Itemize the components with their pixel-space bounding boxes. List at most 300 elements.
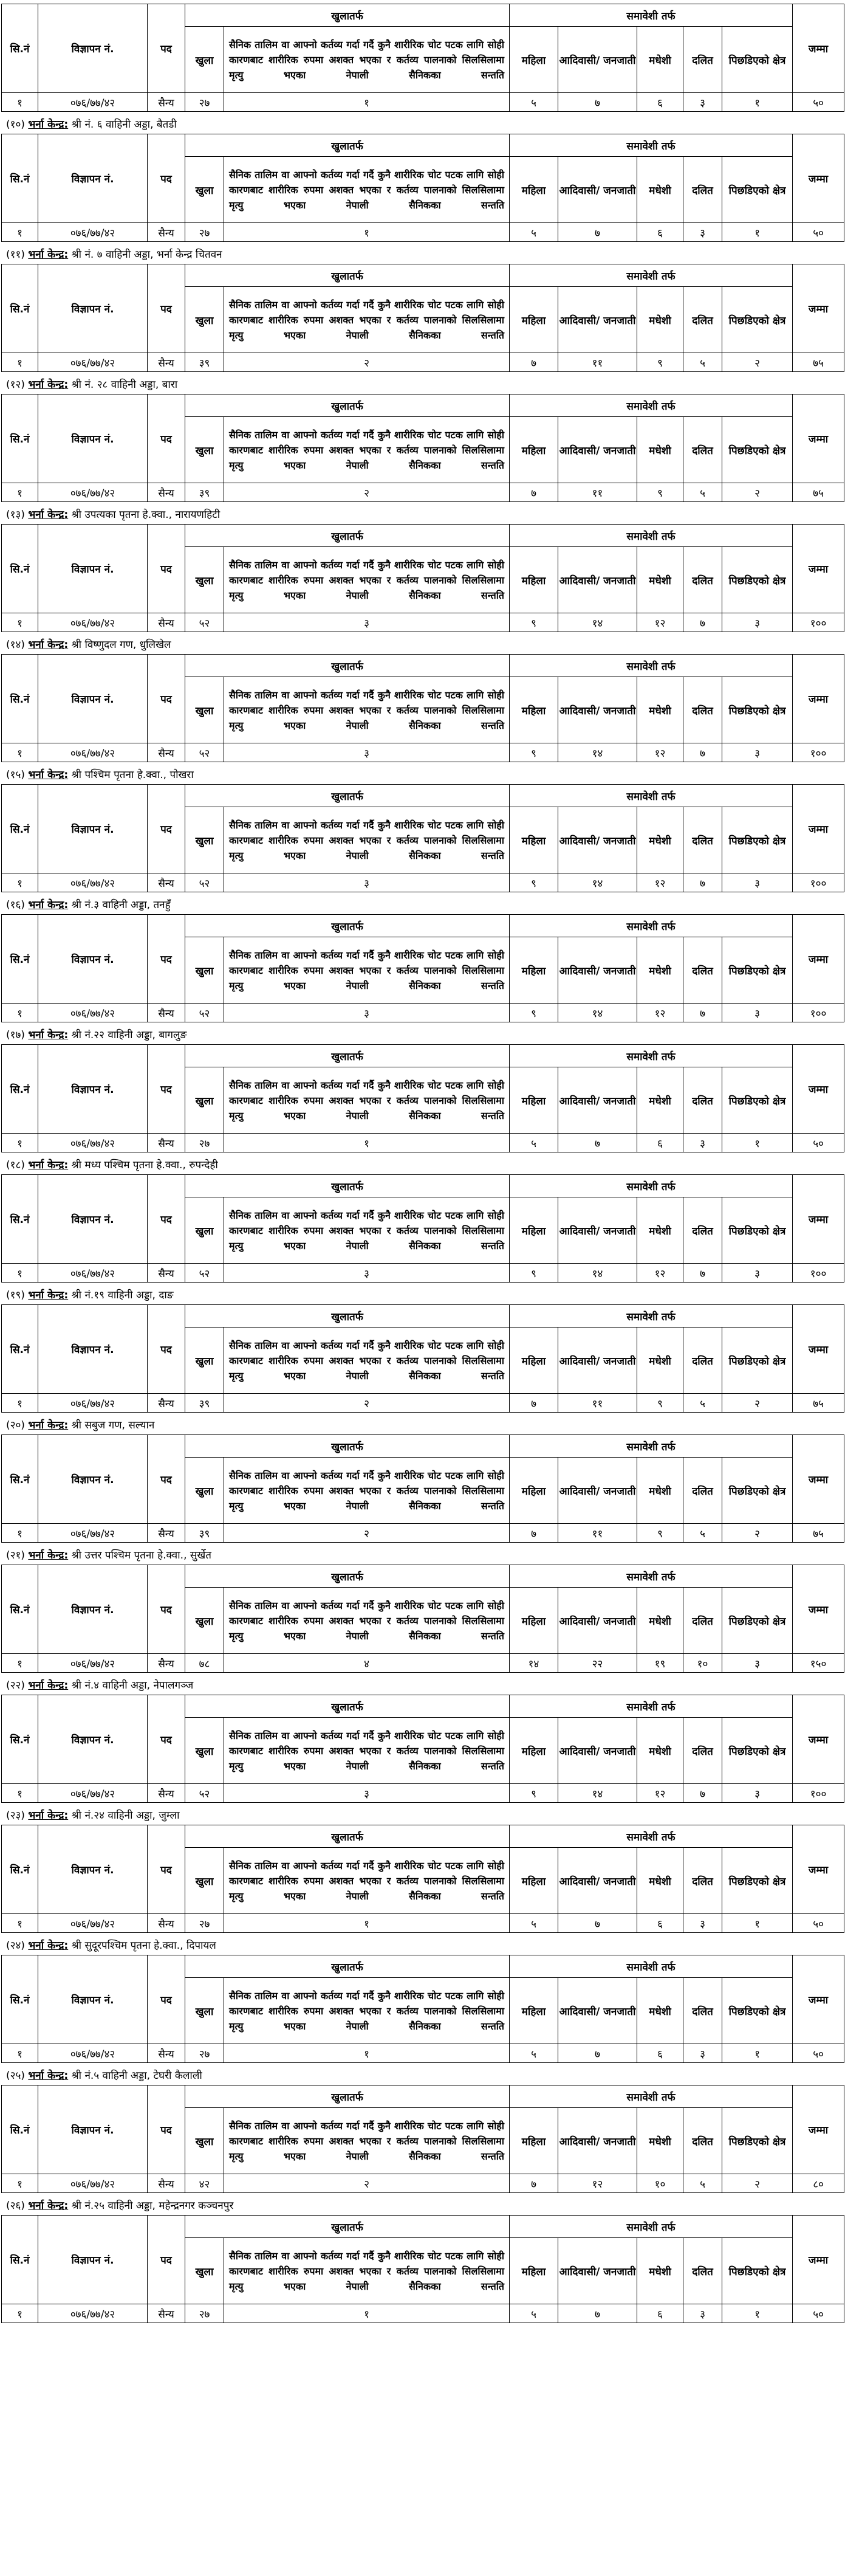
cell-women: ७ <box>510 2174 558 2193</box>
col-backward: पिछडिएको क्षेत्र <box>722 1848 793 1914</box>
cell-backward: २ <box>722 2174 793 2193</box>
cell-ad-no: ०७६/७७/४२ <box>38 1914 148 1933</box>
cell-total: १०० <box>793 1784 844 1803</box>
col-post: पद <box>148 134 185 223</box>
col-inclusive-group: समावेशी तर्फ <box>510 655 793 677</box>
cell-ad-no: ०७६/७७/४२ <box>38 2174 148 2193</box>
cell-ad-no: ०७६/७७/४२ <box>38 1264 148 1283</box>
col-sn: सि.नं <box>2 655 38 743</box>
cell-open: ५२ <box>185 1004 224 1022</box>
recruitment-center-block <box>0 1416 845 1546</box>
col-open-group: खुलातर्फ <box>185 2085 510 2108</box>
col-open-group: खुलातर्फ <box>185 1565 510 1588</box>
cell-backward: २ <box>722 353 793 372</box>
cell-dalit: ७ <box>683 1004 722 1022</box>
cell-women: ७ <box>510 483 558 502</box>
cell-backward: ३ <box>722 1264 793 1283</box>
col-backward: पिछडिएको क्षेत्र <box>722 2108 793 2174</box>
heading-place: श्री नं.५ वाहिनी अड्डा, टेघरी कैलाली <box>71 2070 202 2082</box>
quota-table <box>1 1565 844 1673</box>
col-adivasi: आदिवासी/ जनजाती <box>558 2108 637 2174</box>
col-open: खुला <box>185 1458 224 1524</box>
header-row <box>2 1825 844 1848</box>
cell-adivasi: ७ <box>558 223 637 242</box>
col-open: खुला <box>185 417 224 483</box>
header-row <box>2 915 844 937</box>
header-row <box>2 1435 844 1458</box>
cell-ad-no: ०७६/७७/४२ <box>38 873 148 892</box>
recruitment-center-block <box>0 1937 845 2067</box>
recruitment-center-block <box>0 115 845 246</box>
recruitment-center-block <box>0 4 845 115</box>
quota-table <box>1 2085 844 2193</box>
col-total: जम्मा <box>793 1435 844 1524</box>
col-adivasi: आदिवासी/ जनजाती <box>558 1978 637 2044</box>
cell-backward: ३ <box>722 873 793 892</box>
cell-madhesi: १२ <box>637 1004 683 1022</box>
heading-number: (१९) <box>6 1289 25 1301</box>
cell-adivasi: १४ <box>558 1264 637 1283</box>
col-ad-no: विज्ञापन नं. <box>38 915 148 1004</box>
cell-women: ५ <box>510 2304 558 2323</box>
cell-women: ५ <box>510 93 558 112</box>
cell-adivasi: ११ <box>558 353 637 372</box>
cell-martyr: १ <box>224 1134 510 1152</box>
cell-ad-no: ०७६/७७/४२ <box>38 743 148 762</box>
cell-martyr: ३ <box>224 873 510 892</box>
col-sn: सि.नं <box>2 1175 38 1264</box>
cell-madhesi: ९ <box>637 353 683 372</box>
col-madhesi: मधेशी <box>637 1197 683 1264</box>
col-inclusive-group: समावेशी तर्फ <box>510 2085 793 2108</box>
cell-sn: १ <box>2 1784 38 1803</box>
col-martyr-desc: सैनिक तालिम वा आफ्नो कर्तव्य गर्दा गर्दै कुनै शारीरिक चोट पटक लागि सोही कारणबाट शारीरिक रुपमा अशक्त भएका र कर्तव्य पालनाको सिलसिलामा मृत्यु भएका नेपाली सैनिकका सन्तति <box>224 1458 510 1524</box>
heading-number: (१५) <box>6 769 25 781</box>
quota-table <box>1 394 844 502</box>
col-martyr-desc: सैनिक तालिम वा आफ्नो कर्तव्य गर्दा गर्दै कुनै शारीरिक चोट पटक लागि सोही कारणबाट शारीरिक रुपमा अशक्त भएका र कर्तव्य पालनाको सिलसिलामा मृत्यु भएका नेपाली सैनिकका सन्तति <box>224 1718 510 1784</box>
cell-post: सैन्य <box>148 353 185 372</box>
col-women: महिला <box>510 157 558 223</box>
col-open-group: खुलातर्फ <box>185 1175 510 1197</box>
col-open-group: खुलातर्फ <box>185 1435 510 1458</box>
cell-adivasi: १२ <box>558 2174 637 2193</box>
heading-key: भर्ना केन्द्र: <box>28 249 69 261</box>
col-post: पद <box>148 2085 185 2174</box>
cell-madhesi: १२ <box>637 613 683 632</box>
col-backward: पिछडिएको क्षेत्र <box>722 1588 793 1654</box>
cell-ad-no: ०७६/७७/४२ <box>38 2044 148 2063</box>
col-martyr-desc: सैनिक तालिम वा आफ्नो कर्तव्य गर्दा गर्दै कुनै शारीरिक चोट पटक लागि सोही कारणबाट शारीरिक रुपमा अशक्त भएका र कर्तव्य पालनाको सिलसिलामा मृत्यु भएका नेपाली सैनिकका सन्तति <box>224 547 510 613</box>
col-madhesi: मधेशी <box>637 2108 683 2174</box>
heading-place: श्री नं. ६ वाहिनी अड्डा, बैतडी <box>71 119 177 131</box>
cell-post: सैन्य <box>148 1524 185 1543</box>
recruitment-center-heading <box>0 1546 845 1565</box>
col-inclusive-group: समावेशी तर्फ <box>510 1565 793 1588</box>
heading-key: भर्ना केन्द्र: <box>28 1940 69 1952</box>
col-women: महिला <box>510 1848 558 1914</box>
cell-martyr: ३ <box>224 1784 510 1803</box>
col-open-group: खुलातर्फ <box>185 525 510 547</box>
cell-open: २७ <box>185 223 224 242</box>
col-total: जम्मा <box>793 2085 844 2174</box>
cell-open: २७ <box>185 2304 224 2323</box>
cell-madhesi: १२ <box>637 743 683 762</box>
heading-number: (१०) <box>6 119 25 131</box>
col-open: खुला <box>185 1588 224 1654</box>
col-dalit: दलित <box>683 547 722 613</box>
col-open-group: खुलातर्फ <box>185 785 510 807</box>
cell-sn: १ <box>2 223 38 242</box>
col-adivasi: आदिवासी/ जनजाती <box>558 1458 637 1524</box>
cell-total: १०० <box>793 873 844 892</box>
cell-martyr: २ <box>224 1394 510 1413</box>
col-open: खुला <box>185 1197 224 1264</box>
heading-key: भर्ना केन्द्र: <box>28 1289 69 1301</box>
col-post: पद <box>148 1045 185 1134</box>
col-open: खुला <box>185 807 224 873</box>
heading-number: (१८) <box>6 1159 25 1171</box>
table-row <box>2 1654 844 1673</box>
recruitment-center-block <box>0 506 845 636</box>
cell-open: ३९ <box>185 353 224 372</box>
cell-post: सैन्य <box>148 2304 185 2323</box>
cell-martyr: ३ <box>224 1264 510 1283</box>
col-dalit: दलित <box>683 417 722 483</box>
cell-total: ७५ <box>793 1524 844 1543</box>
col-ad-no: विज्ञापन नं. <box>38 1825 148 1914</box>
cell-dalit: १० <box>683 1654 722 1673</box>
heading-place: श्री सबुज गण, सल्यान <box>71 1419 155 1431</box>
recruitment-center-block <box>0 2197 845 2327</box>
cell-sn: १ <box>2 483 38 502</box>
cell-adivasi: ७ <box>558 2044 637 2063</box>
cell-adivasi: १४ <box>558 1004 637 1022</box>
cell-backward: १ <box>722 1914 793 1933</box>
header-row <box>2 1175 844 1197</box>
heading-key: भर्ना केन्द्र: <box>28 379 69 391</box>
col-total: जम्मा <box>793 394 844 483</box>
heading-number: (१३) <box>6 509 25 521</box>
col-madhesi: मधेशी <box>637 287 683 353</box>
col-backward: पिछडिएको क्षेत्र <box>722 287 793 353</box>
cell-open: २७ <box>185 1134 224 1152</box>
heading-number: (१७) <box>6 1029 25 1041</box>
cell-open: २७ <box>185 1914 224 1933</box>
table-row <box>2 1134 844 1152</box>
cell-dalit: ७ <box>683 1264 722 1283</box>
col-inclusive-group: समावेशी तर्फ <box>510 525 793 547</box>
col-dalit: दलित <box>683 677 722 743</box>
cell-open: ३९ <box>185 1524 224 1543</box>
cell-adivasi: ७ <box>558 1134 637 1152</box>
cell-open: २७ <box>185 2044 224 2063</box>
col-dalit: दलित <box>683 1328 722 1394</box>
cell-women: ९ <box>510 1784 558 1803</box>
header-row <box>2 264 844 287</box>
recruitment-center-block <box>0 1546 845 1676</box>
col-adivasi: आदिवासी/ जनजाती <box>558 1718 637 1784</box>
col-post: पद <box>148 1825 185 1914</box>
col-sn: सि.नं <box>2 134 38 223</box>
col-adivasi: आदिवासी/ जनजाती <box>558 1328 637 1394</box>
col-adivasi: आदिवासी/ जनजाती <box>558 1197 637 1264</box>
table-row <box>2 353 844 372</box>
quota-table <box>1 914 844 1022</box>
col-open: खुला <box>185 1978 224 2044</box>
cell-martyr: ३ <box>224 743 510 762</box>
recruitment-center-heading <box>0 115 845 134</box>
cell-ad-no: ०७६/७७/४२ <box>38 93 148 112</box>
col-total: जम्मा <box>793 4 844 93</box>
col-open-group: खुलातर्फ <box>185 1825 510 1848</box>
col-inclusive-group: समावेशी तर्फ <box>510 2216 793 2238</box>
col-inclusive-group: समावेशी तर्फ <box>510 1695 793 1718</box>
col-women: महिला <box>510 937 558 1004</box>
col-backward: पिछडिएको क्षेत्र <box>722 2238 793 2304</box>
cell-adivasi: १४ <box>558 613 637 632</box>
heading-place: श्री मध्य पश्चिम पृतना हे.क्वा., रुपन्देही <box>71 1159 218 1171</box>
cell-total: ५० <box>793 223 844 242</box>
cell-adivasi: २२ <box>558 1654 637 1673</box>
col-madhesi: मधेशी <box>637 1848 683 1914</box>
col-inclusive-group: समावेशी तर्फ <box>510 915 793 937</box>
col-post: पद <box>148 2216 185 2304</box>
col-madhesi: मधेशी <box>637 417 683 483</box>
col-women: महिला <box>510 27 558 93</box>
cell-sn: १ <box>2 2174 38 2193</box>
col-ad-no: विज्ञापन नं. <box>38 1435 148 1524</box>
col-sn: सि.नं <box>2 1695 38 1784</box>
heading-place: श्री नं.१९ वाहिनी अड्डा, दाङ <box>71 1289 174 1301</box>
col-open: खुला <box>185 1328 224 1394</box>
col-sn: सि.नं <box>2 2085 38 2174</box>
col-open: खुला <box>185 547 224 613</box>
heading-place: श्री पश्चिम पृतना हे.क्वा., पोखरा <box>71 769 194 781</box>
header-row <box>2 1305 844 1328</box>
col-adivasi: आदिवासी/ जनजाती <box>558 1067 637 1134</box>
col-ad-no: विज्ञापन नं. <box>38 655 148 743</box>
cell-open: ५२ <box>185 1264 224 1283</box>
col-sn: सि.नं <box>2 1955 38 2044</box>
cell-women: ९ <box>510 1264 558 1283</box>
col-open-group: खुलातर्फ <box>185 264 510 287</box>
header-row <box>2 2216 844 2238</box>
col-madhesi: मधेशी <box>637 1588 683 1654</box>
cell-women: ५ <box>510 1134 558 1152</box>
cell-martyr: १ <box>224 223 510 242</box>
table-row <box>2 2044 844 2063</box>
heading-place: श्री नं.२४ वाहिनी अड्डा, जुम्ला <box>71 1810 180 1822</box>
col-ad-no: विज्ञापन नं. <box>38 785 148 873</box>
heading-number: (२०) <box>6 1419 25 1431</box>
quota-table <box>1 134 844 242</box>
col-open: खुला <box>185 27 224 93</box>
cell-post: सैन्य <box>148 2174 185 2193</box>
col-madhesi: मधेशी <box>637 1458 683 1524</box>
col-adivasi: आदिवासी/ जनजाती <box>558 287 637 353</box>
cell-backward: २ <box>722 1524 793 1543</box>
recruitment-center-block <box>0 1676 845 1806</box>
recruitment-center-block <box>0 766 845 896</box>
col-sn: सि.नं <box>2 1565 38 1654</box>
cell-martyr: १ <box>224 93 510 112</box>
col-martyr-desc: सैनिक तालिम वा आफ्नो कर्तव्य गर्दा गर्दै कुनै शारीरिक चोट पटक लागि सोही कारणबाट शारीरिक रुपमा अशक्त भएका र कर्तव्य पालनाको सिलसिलामा मृत्यु भएका नेपाली सैनिकका सन्तति <box>224 287 510 353</box>
recruitment-center-block <box>0 246 845 376</box>
cell-adivasi: ११ <box>558 1524 637 1543</box>
col-ad-no: विज्ञापन नं. <box>38 134 148 223</box>
cell-total: ५० <box>793 2044 844 2063</box>
quota-table <box>1 2215 844 2323</box>
col-martyr-desc: सैनिक तालिम वा आफ्नो कर्तव्य गर्दा गर्दै कुनै शारीरिक चोट पटक लागि सोही कारणबाट शारीरिक रुपमा अशक्त भएका र कर्तव्य पालनाको सिलसिलामा मृत्यु भएका नेपाली सैनिकका सन्तति <box>224 2108 510 2174</box>
cell-dalit: ५ <box>683 483 722 502</box>
cell-backward: १ <box>722 2304 793 2323</box>
heading-key: भर्ना केन्द्र: <box>28 1159 69 1171</box>
col-inclusive-group: समावेशी तर्फ <box>510 1955 793 1978</box>
cell-sn: १ <box>2 93 38 112</box>
col-martyr-desc: सैनिक तालिम वा आफ्नो कर्तव्य गर्दा गर्दै कुनै शारीरिक चोट पटक लागि सोही कारणबाट शारीरिक रुपमा अशक्त भएका र कर्तव्य पालनाको सिलसिलामा मृत्यु भएका नेपाली सैनिकका सन्तति <box>224 1588 510 1654</box>
col-madhesi: मधेशी <box>637 1978 683 2044</box>
cell-madhesi: १२ <box>637 1264 683 1283</box>
cell-sn: १ <box>2 1914 38 1933</box>
recruitment-center-heading <box>0 1937 845 1955</box>
cell-madhesi: ६ <box>637 2044 683 2063</box>
cell-total: १०० <box>793 743 844 762</box>
cell-women: ७ <box>510 353 558 372</box>
col-post: पद <box>148 1435 185 1524</box>
heading-place: श्री नं.२५ वाहिनी अड्डा, महेन्द्रनगर कञ्चनपुर <box>71 2200 234 2212</box>
col-madhesi: मधेशी <box>637 677 683 743</box>
table-row <box>2 1914 844 1933</box>
heading-key: भर्ना केन्द्र: <box>28 1549 69 1562</box>
heading-place: श्री नं. २८ वाहिनी अड्डा, बारा <box>71 379 178 391</box>
cell-adivasi: ११ <box>558 1394 637 1413</box>
recruitment-center-heading <box>0 1286 845 1304</box>
header-row <box>2 2085 844 2108</box>
col-open-group: खुलातर्फ <box>185 1305 510 1328</box>
heading-key: भर्ना केन्द्र: <box>28 1419 69 1431</box>
cell-martyr: २ <box>224 353 510 372</box>
cell-open: ३९ <box>185 483 224 502</box>
cell-total: १०० <box>793 613 844 632</box>
cell-madhesi: ९ <box>637 1524 683 1543</box>
col-total: जम्मा <box>793 2216 844 2304</box>
table-row <box>2 1784 844 1803</box>
cell-post: सैन्य <box>148 873 185 892</box>
heading-place: श्री नं.३ वाहिनी अड्डा, तनहुँ <box>71 899 171 911</box>
recruitment-center-heading <box>0 1026 845 1044</box>
cell-women: ९ <box>510 873 558 892</box>
quota-table <box>1 4 844 112</box>
col-open-group: खुलातर्फ <box>185 394 510 417</box>
cell-madhesi: ६ <box>637 1134 683 1152</box>
col-sn: सि.नं <box>2 1825 38 1914</box>
cell-post: सैन्य <box>148 483 185 502</box>
heading-number: (२६) <box>6 2200 25 2212</box>
col-inclusive-group: समावेशी तर्फ <box>510 1045 793 1067</box>
heading-number: (२४) <box>6 1940 25 1952</box>
cell-total: १०० <box>793 1004 844 1022</box>
col-open: खुला <box>185 1848 224 1914</box>
col-post: पद <box>148 1955 185 2044</box>
col-dalit: दलित <box>683 27 722 93</box>
col-madhesi: मधेशी <box>637 1067 683 1134</box>
col-open: खुला <box>185 1067 224 1134</box>
cell-backward: ३ <box>722 743 793 762</box>
cell-women: ५ <box>510 1914 558 1933</box>
table-row <box>2 483 844 502</box>
cell-open: ५२ <box>185 613 224 632</box>
quota-table <box>1 1044 844 1152</box>
header-row <box>2 1045 844 1067</box>
col-open: खुला <box>185 937 224 1004</box>
col-sn: सि.नं <box>2 264 38 353</box>
cell-martyr: ४ <box>224 1654 510 1673</box>
col-martyr-desc: सैनिक तालिम वा आफ्नो कर्तव्य गर्दा गर्दै कुनै शारीरिक चोट पटक लागि सोही कारणबाट शारीरिक रुपमा अशक्त भएका र कर्तव्य पालनाको सिलसिलामा मृत्यु भएका नेपाली सैनिकका सन्तति <box>224 807 510 873</box>
col-total: जम्मा <box>793 1175 844 1264</box>
col-post: पद <box>148 525 185 613</box>
cell-post: सैन्य <box>148 1134 185 1152</box>
col-martyr-desc: सैनिक तालिम वा आफ्नो कर्तव्य गर्दा गर्दै कुनै शारीरिक चोट पटक लागि सोही कारणबाट शारीरिक रुपमा अशक्त भएका र कर्तव्य पालनाको सिलसिलामा मृत्यु भएका नेपाली सैनिकका सन्तति <box>224 1328 510 1394</box>
recruitment-center-block <box>0 1806 845 1937</box>
col-inclusive-group: समावेशी तर्फ <box>510 1305 793 1328</box>
col-martyr-desc: सैनिक तालिम वा आफ्नो कर्तव्य गर्दा गर्दै कुनै शारीरिक चोट पटक लागि सोही कारणबाट शारीरिक रुपमा अशक्त भएका र कर्तव्य पालनाको सिलसिलामा मृत्यु भएका नेपाली सैनिकका सन्तति <box>224 1197 510 1264</box>
col-post: पद <box>148 1305 185 1394</box>
cell-open: ५२ <box>185 873 224 892</box>
heading-number: (२२) <box>6 1679 25 1692</box>
cell-ad-no: ०७६/७७/४२ <box>38 613 148 632</box>
col-post: पद <box>148 915 185 1004</box>
col-backward: पिछडिएको क्षेत्र <box>722 1458 793 1524</box>
header-row <box>2 394 844 417</box>
cell-total: ५० <box>793 2304 844 2323</box>
col-backward: पिछडिएको क्षेत्र <box>722 1067 793 1134</box>
cell-backward: ३ <box>722 1654 793 1673</box>
col-total: जम्मा <box>793 1695 844 1784</box>
col-inclusive-group: समावेशी तर्फ <box>510 4 793 27</box>
cell-sn: १ <box>2 1394 38 1413</box>
cell-backward: १ <box>722 1134 793 1152</box>
table-row <box>2 1394 844 1413</box>
heading-key: भर्ना केन्द्र: <box>28 899 69 911</box>
col-madhesi: मधेशी <box>637 157 683 223</box>
cell-post: सैन्य <box>148 1394 185 1413</box>
cell-martyr: २ <box>224 1524 510 1543</box>
recruitment-center-heading <box>0 766 845 784</box>
col-ad-no: विज्ञापन नं. <box>38 525 148 613</box>
header-row <box>2 1695 844 1718</box>
cell-adivasi: ७ <box>558 1914 637 1933</box>
cell-women: १४ <box>510 1654 558 1673</box>
col-martyr-desc: सैनिक तालिम वा आफ्नो कर्तव्य गर्दा गर्दै कुनै शारीरिक चोट पटक लागि सोही कारणबाट शारीरिक रुपमा अशक्त भएका र कर्तव्य पालनाको सिलसिलामा मृत्यु भएका नेपाली सैनिकका सन्तति <box>224 417 510 483</box>
col-dalit: दलित <box>683 157 722 223</box>
cell-dalit: ५ <box>683 2174 722 2193</box>
col-backward: पिछडिएको क्षेत्र <box>722 157 793 223</box>
cell-sn: १ <box>2 1004 38 1022</box>
col-open-group: खुलातर्फ <box>185 1695 510 1718</box>
col-ad-no: विज्ञापन नं. <box>38 1175 148 1264</box>
cell-open: ७८ <box>185 1654 224 1673</box>
cell-dalit: ३ <box>683 1914 722 1933</box>
cell-post: सैन्य <box>148 1784 185 1803</box>
col-dalit: दलित <box>683 1588 722 1654</box>
cell-ad-no: ०७६/७७/४२ <box>38 1004 148 1022</box>
col-adivasi: आदिवासी/ जनजाती <box>558 27 637 93</box>
quota-table <box>1 1955 844 2063</box>
recruitment-center-block <box>0 1156 845 1286</box>
cell-women: ९ <box>510 1004 558 1022</box>
col-total: जम्मा <box>793 1565 844 1654</box>
table-row <box>2 1004 844 1022</box>
